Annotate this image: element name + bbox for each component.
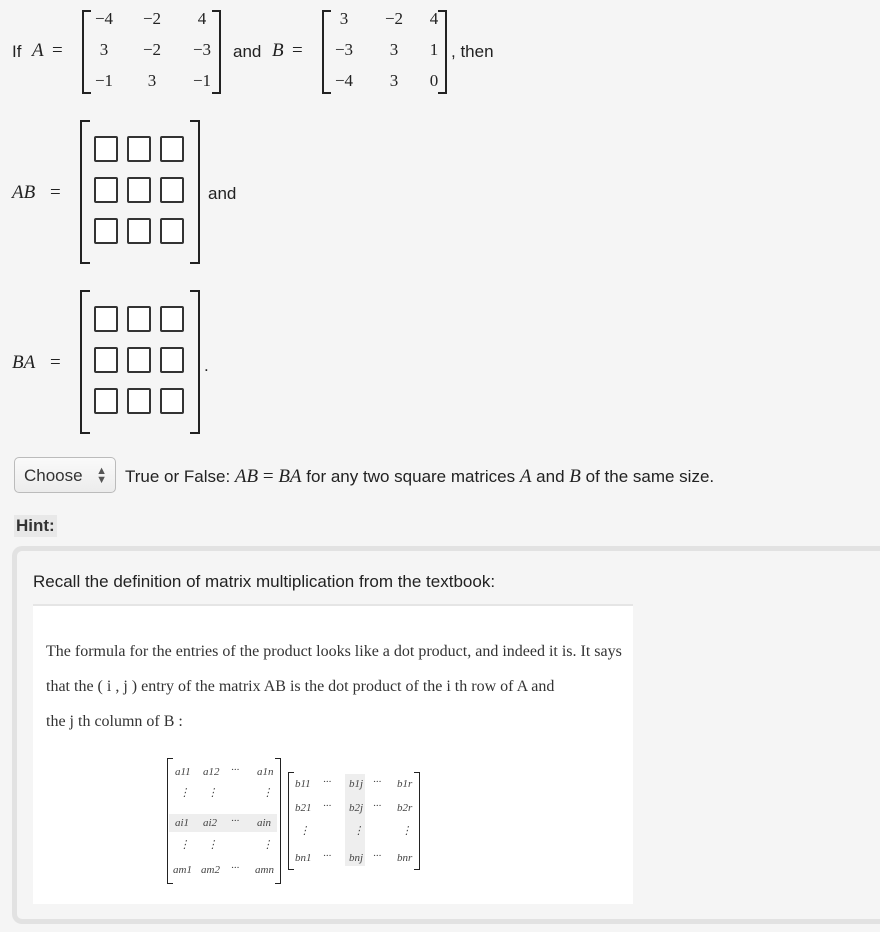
- and-text: and: [208, 184, 237, 203]
- hint-label: Hint:: [16, 516, 55, 535]
- equals-sign: =: [50, 352, 61, 373]
- ab-entry-input[interactable]: [160, 177, 184, 203]
- ab-entry-input[interactable]: [94, 218, 118, 244]
- ab-entry-input[interactable]: [160, 218, 184, 244]
- ba-entry-input[interactable]: [127, 347, 151, 373]
- matrix-b-cell: 0: [429, 71, 439, 90]
- matrix-a-cell: −2: [142, 40, 162, 59]
- ab-entry-input[interactable]: [127, 136, 151, 162]
- ba-entry-input[interactable]: [94, 306, 118, 332]
- if-text: If: [12, 42, 22, 61]
- matrix-b-cell: 3: [389, 40, 399, 59]
- ba-entry-input[interactable]: [160, 306, 184, 332]
- ba-label: BA: [12, 352, 36, 373]
- matrix-b-cell: 4: [429, 9, 439, 28]
- var-a: A: [32, 40, 44, 61]
- excerpt-line: the j th column of B :: [46, 713, 183, 730]
- matrix-a-cell: 3: [99, 40, 109, 59]
- equals-sign: =: [50, 182, 61, 203]
- ab-entry-input[interactable]: [127, 218, 151, 244]
- ba-entry-input[interactable]: [127, 306, 151, 332]
- ab-entry-input[interactable]: [127, 177, 151, 203]
- and-text: and: [233, 42, 262, 61]
- ba-entry-input[interactable]: [127, 388, 151, 414]
- select-arrows-icon: ▲ ▼: [96, 465, 107, 486]
- period-text: .: [204, 356, 209, 375]
- excerpt-line: that the ( i , j ) entry of the matrix AB is the dot product of the i th row of A and: [46, 678, 555, 695]
- ba-entry-input[interactable]: [160, 388, 184, 414]
- question-text: True or False: AB = BA for any two square matrices A and B of the same size.: [125, 466, 715, 487]
- true-false-select[interactable]: [14, 457, 116, 493]
- ab-entry-input[interactable]: [160, 136, 184, 162]
- matrix-b-cell: −4: [334, 71, 354, 90]
- ba-entry-input[interactable]: [94, 347, 118, 373]
- matrix-a-cell: −4: [94, 9, 114, 28]
- matrix-b-cell: 3: [339, 9, 349, 28]
- matrix-a-cell: −1: [192, 71, 212, 90]
- ba-entry-input[interactable]: [94, 388, 118, 414]
- matrix-b-cell: 1: [429, 40, 439, 59]
- ab-entry-input[interactable]: [94, 136, 118, 162]
- then-text: , then: [451, 42, 494, 61]
- matrix-b-cell: −2: [384, 9, 404, 28]
- matrix-a-cell: −2: [142, 9, 162, 28]
- ab-entry-input[interactable]: [94, 177, 118, 203]
- excerpt-line: The formula for the entries of the product looks like a dot product, and indeed it is. It says: [46, 643, 622, 660]
- matrix-b-cell: 3: [389, 71, 399, 90]
- textbook-excerpt: The formula for the entries of the product looks like a dot product, and indeed it is. It says that the ( i , j ) entry of the matrix AB is the dot product of the i th row of A and the j th column of B : a11 a12 ··· a1n ⋮ ⋮ ⋮ ai1 ai2 ··· ain ⋮ ⋮ ⋮ am1 am2 ··· amn b11 ··· b1j ··· b1r b21 ··· b2j ··· b2r ⋮ ⋮ ⋮ bn1 ··· bnj ··· bnr: [33, 604, 633, 904]
- select-value: Choose: [24, 466, 83, 485]
- ba-entry-input[interactable]: [160, 347, 184, 373]
- matrix-a-cell: −3: [192, 40, 212, 59]
- equals-sign: =: [52, 40, 63, 61]
- var-b: B: [272, 40, 284, 61]
- matrix-b-cell: −3: [334, 40, 354, 59]
- hint-recall-text: Recall the definition of matrix multiplication from the textbook:: [33, 572, 496, 591]
- ab-label: AB: [12, 182, 36, 203]
- matrix-a-cell: −1: [94, 71, 114, 90]
- matrix-a-cell: 3: [147, 71, 157, 90]
- equals-sign: =: [292, 40, 303, 61]
- matrix-a-cell: 4: [197, 9, 207, 28]
